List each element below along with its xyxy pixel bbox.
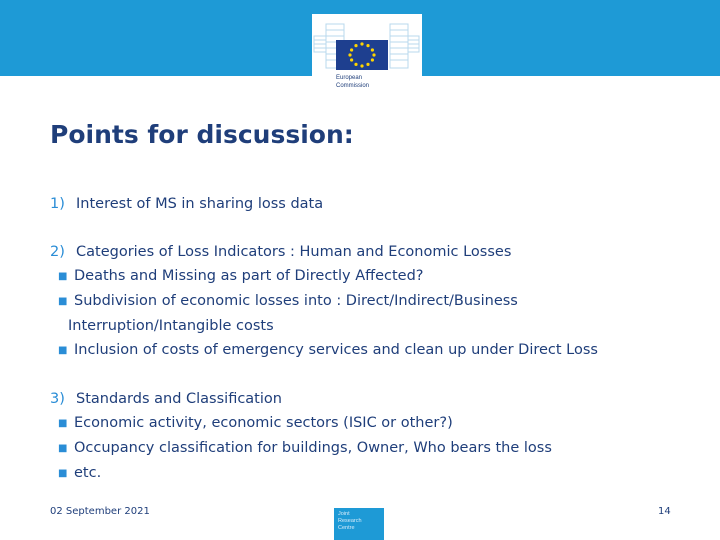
square-bullet-icon: ■ <box>58 296 68 307</box>
logo-line-european: European <box>336 75 363 81</box>
item-number: 2) <box>50 244 65 260</box>
sub-bullet-text: etc. <box>74 465 102 481</box>
logo-wordmark <box>336 74 369 90</box>
jrc-line-research: Research <box>338 518 362 524</box>
item-number: 3) <box>50 391 65 407</box>
jrc-line-joint: Joint <box>338 511 350 517</box>
item-number: 1) <box>50 196 65 212</box>
square-bullet-icon: ■ <box>58 443 68 454</box>
jrc-logo <box>334 508 384 540</box>
square-bullet-icon: ■ <box>58 271 68 282</box>
sub-bullet-text: Subdivision of economic losses into : Direct/Indirect/Business <box>74 293 518 309</box>
page-number: 14 <box>658 506 671 517</box>
square-bullet-icon: ■ <box>58 468 68 479</box>
item-text: Categories of Loss Indicators : Human and Economic Losses <box>76 244 512 260</box>
item-text: Interest of MS in sharing loss data <box>76 196 324 212</box>
sub-bullet <box>50 264 690 289</box>
numbered-item-2 <box>50 240 690 264</box>
sub-bullet <box>50 411 690 436</box>
sub-bullet <box>50 436 690 461</box>
logo-line-commission: Commission <box>336 83 370 89</box>
sub-bullet-text: Inclusion of costs of emergency services and clean up under Direct Loss <box>74 342 598 358</box>
sub-bullet-text: Deaths and Missing as part of Directly Affected? <box>74 268 424 284</box>
sub-bullet <box>50 289 690 314</box>
numbered-item-1 <box>50 192 690 216</box>
item-text: Standards and Classification <box>76 391 282 407</box>
footer-date: 02 September 2021 <box>50 506 150 517</box>
european-commission-logo <box>312 14 422 98</box>
numbered-item-3 <box>50 387 690 411</box>
jrc-wordmark <box>338 511 362 532</box>
sub-bullet-text: Occupancy classification for buildings, Owner, Who bears the loss <box>74 440 552 456</box>
sub-bullet <box>50 461 690 486</box>
slide-title: Points for discussion: <box>50 120 354 149</box>
sub-bullet-continuation: Interruption/Intangible costs <box>68 318 274 334</box>
jrc-line-centre: Centre <box>338 525 355 531</box>
square-bullet-icon: ■ <box>58 345 68 356</box>
sub-bullet-text: Economic activity, economic sectors (ISIC or other?) <box>74 415 453 431</box>
square-bullet-icon: ■ <box>58 418 68 429</box>
slide-body <box>50 192 690 486</box>
sub-bullet <box>50 338 690 363</box>
